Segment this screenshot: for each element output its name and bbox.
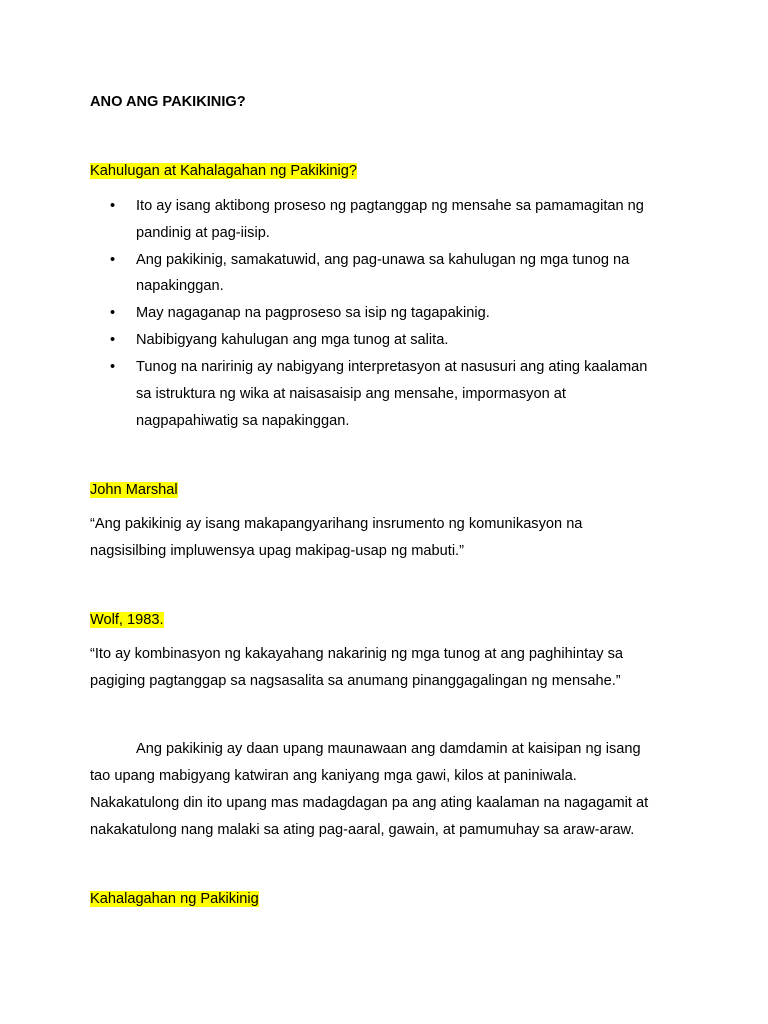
bullet-text-line: May nagaganap na pagproseso sa isip ng tagapakinig. [136,305,490,321]
paragraph-line: Ang pakikinig ay daan upang maunawaan ang damdamin at kaisipan ng isang [136,741,641,757]
bullet-text-line: Tunog na naririnig ay nabigyang interpretasyon at nasusuri ang ating kaalaman [136,359,648,375]
bullet-text-line: pandinig at pag-iisip. [136,225,270,241]
highlighted-heading: Wolf, 1983. [90,612,164,628]
bullet-marker: • [110,198,116,214]
paragraph-line: Nakakatulong din ito upang mas madagdagan pa ang ating kaalaman na nagagamit at [90,795,649,811]
section-heading-john-marshal [90,480,178,500]
section-heading-wolf [90,610,164,630]
bullet-marker: • [110,359,116,375]
section-heading-kahalagahan [90,889,259,909]
bullet-text-line: napakinggan. [136,278,224,294]
quote-line: “Ito ay kombinasyon ng kakayahang nakarinig ng mga tunog at ang paghihintay sa [90,646,624,662]
bullet-marker: • [110,305,116,321]
bullet-text-line: Ang pakikinig, samakatuwid, ang pag-unawa sa kahulugan ng mga tunog na [136,252,630,268]
bullet-text-line: nagpapahiwatig sa napakinggan. [136,413,350,429]
paragraph-line: tao upang mabigyang katwiran ang kaniyang mga gawi, kilos at paniniwala. [90,768,577,784]
highlighted-heading: John Marshal [90,482,178,498]
bullet-text-line: Ito ay isang aktibong proseso ng pagtanggap ng mensahe sa pamamagitan ng [136,198,644,214]
bullet-text-line: Nabibigyang kahulugan ang mga tunog at salita. [136,332,449,348]
quote-line: pagiging pagtanggap sa nagsasalita sa anumang pinanggagalingan ng mensahe.” [90,673,621,689]
paragraph-line: nakakatulong nang malaki sa ating pag-aaral, gawain, at pamumuhay sa araw-araw. [90,822,635,838]
section-heading-kahulugan [90,161,357,181]
quote-line: “Ang pakikinig ay isang makapangyarihang insrumento ng komunikasyon na [90,516,583,532]
highlighted-heading: Kahalagahan ng Pakikinig [90,891,259,907]
bullet-text-line: sa istruktura ng wika at naisasaisip ang mensahe, impormasyon at [136,386,566,402]
page-title: ANO ANG PAKIKINIG? [90,94,246,110]
bullet-marker: • [110,332,116,348]
quote-line: nagsisilbing impluwensya upag makipag-usap ng mabuti.” [90,543,464,559]
highlighted-heading: Kahulugan at Kahalagahan ng Pakikinig? [90,163,357,179]
bullet-marker: • [110,252,116,268]
